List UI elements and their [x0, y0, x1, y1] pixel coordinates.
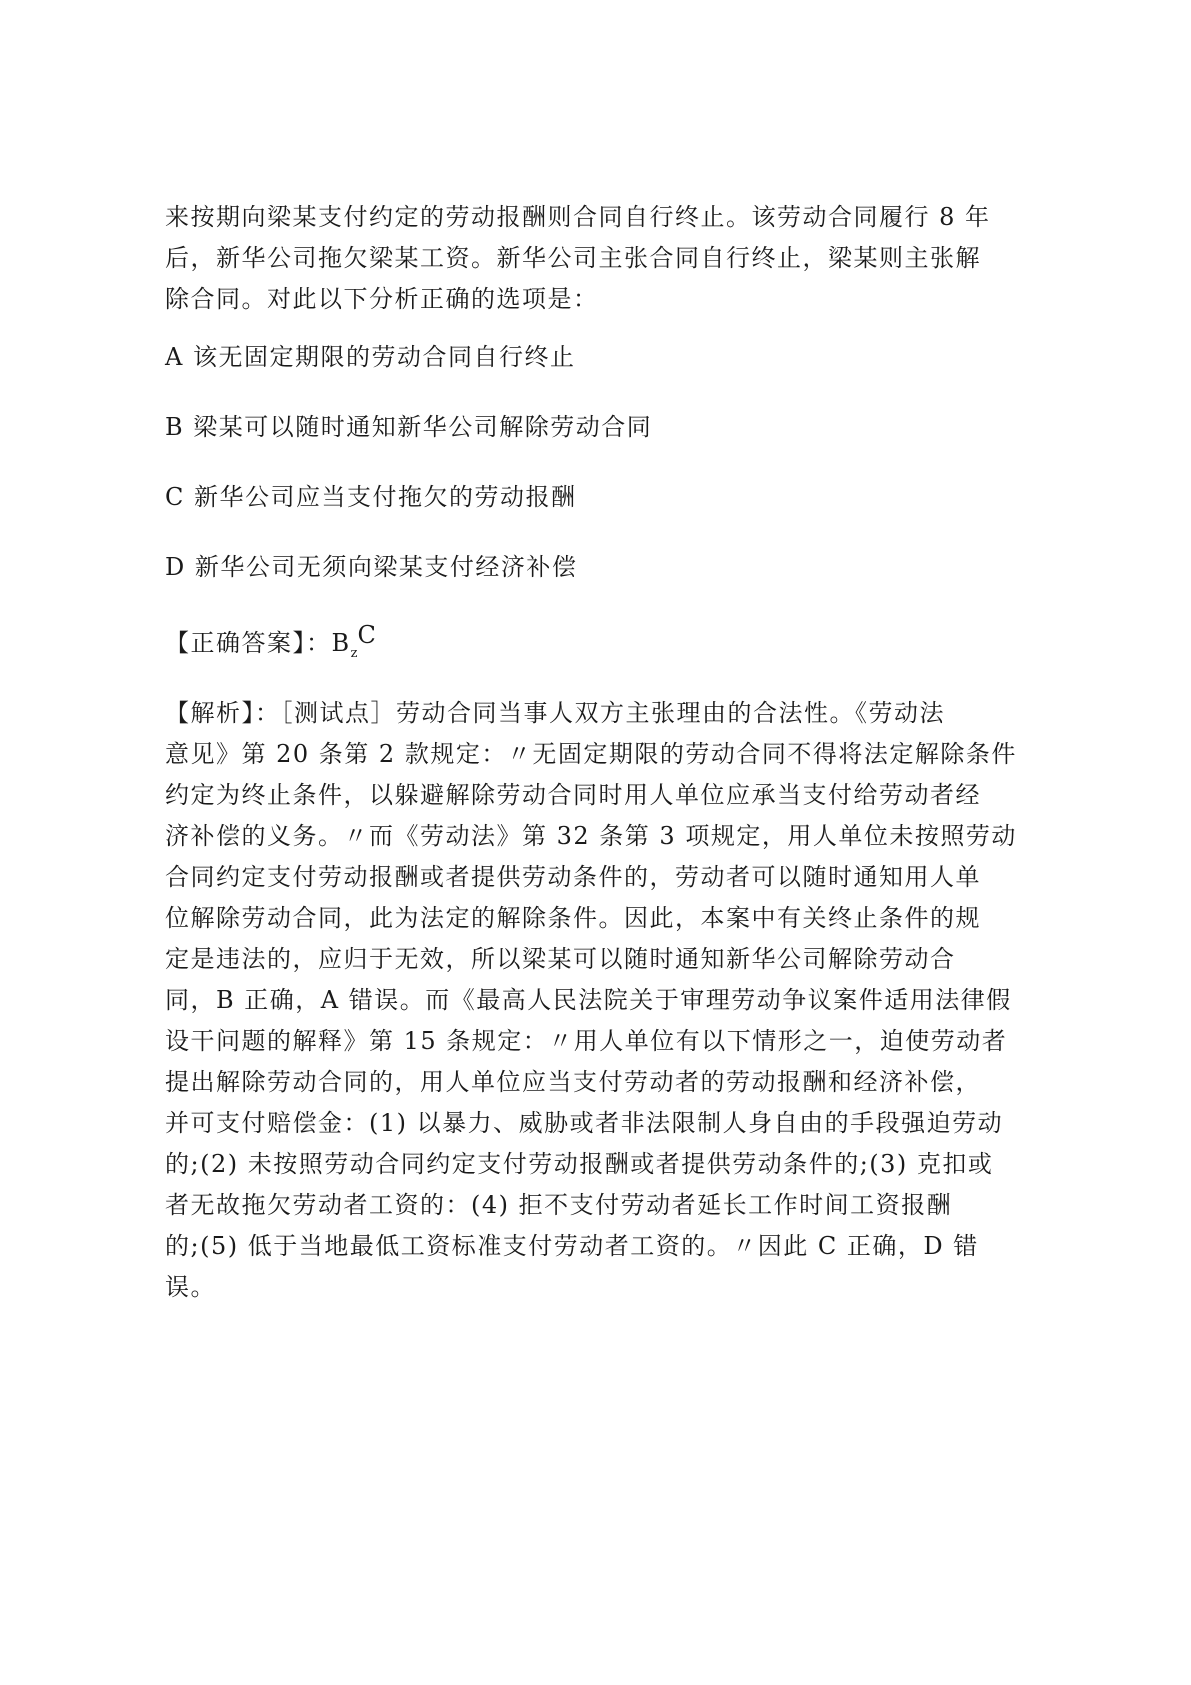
question-line: 来按期向梁某支付约定的劳动报酬则合同自行终止。该劳动合同履行 8 年: [165, 203, 991, 231]
option-c: [165, 477, 1035, 518]
option-text: B 梁某可以随时通知新华公司解除劳动合同: [165, 413, 653, 441]
analysis-line: 误。: [165, 1273, 216, 1301]
analysis-line: 者无故拖欠劳动者工资的：(4) 拒不支付劳动者延长工作时间工资报酬: [165, 1191, 953, 1219]
analysis-line: 【解析】：［测试点］劳动合同当事人双方主张理由的合法性。《劳动法: [165, 699, 945, 727]
analysis-line: 定是违法的，应归于无效，所以梁某可以随时通知新华公司解除劳动合: [165, 945, 956, 973]
answer-c: C: [357, 621, 376, 649]
analysis-line: 济补偿的义务。〃而《劳动法》第 32 条第 3 项规定，用人单位未按照劳动: [165, 822, 1017, 850]
analysis-line: 合同约定支付劳动报酬或者提供劳动条件的，劳动者可以随时通知用人单: [165, 863, 981, 891]
answer-value: [331, 621, 376, 661]
question-line: 除合同。对此以下分析正确的选项是：: [165, 285, 599, 313]
analysis-line: 约定为终止条件，以躲避解除劳动合同时用人单位应承当支付给劳动者经: [165, 781, 981, 809]
correct-answer: [165, 623, 1035, 664]
question-line: 后，新华公司拖欠梁某工资。新华公司主张合同自行终止，梁某则主张解: [165, 244, 981, 272]
option-a: [165, 337, 1035, 378]
option-text: A 该无固定期限的劳动合同自行终止: [165, 343, 576, 371]
analysis-line: 设干问题的解释》第 15 条规定：〃用人单位有以下情形之一，迫使劳动者: [165, 1027, 1008, 1055]
answer-b: B: [331, 629, 351, 657]
answer-separator: z: [350, 646, 358, 661]
analysis-line: 的;(2) 未按照劳动合同约定支付劳动报酬或者提供劳动条件的;(3) 克扣或: [165, 1150, 994, 1178]
analysis-line: 提出解除劳动合同的，用人单位应当支付劳动者的劳动报酬和经济补偿，: [165, 1068, 981, 1096]
analysis-line: 意见》第 20 条第 2 款规定：〃无固定期限的劳动合同不得将法定解除条件: [165, 740, 1017, 768]
analysis-line: 并可支付赔偿金：(1) 以暴力、威胁或者非法限制人身自由的手段强迫劳动: [165, 1109, 1004, 1137]
option-d: [165, 547, 1035, 588]
analysis-line: 同，B 正确，A 错误。而《最高人民法院关于审理劳动争议案件适用法律假: [165, 986, 1012, 1014]
analysis-line: 的;(5) 低于当地最低工资标准支付劳动者工资的。〃因此 C 正确，D 错: [165, 1232, 979, 1260]
analysis-line: 位解除劳动合同，此为法定的解除条件。因此，本案中有关终止条件的规: [165, 904, 981, 932]
question-stem: [165, 197, 1035, 320]
option-b: [165, 407, 1035, 448]
option-text: C 新华公司应当支付拖欠的劳动报酬: [165, 483, 577, 511]
answer-label: 【正确答案】：: [165, 629, 332, 657]
analysis-section: [165, 693, 1035, 1308]
option-text: D 新华公司无须向梁某支付经济补偿: [165, 553, 578, 581]
